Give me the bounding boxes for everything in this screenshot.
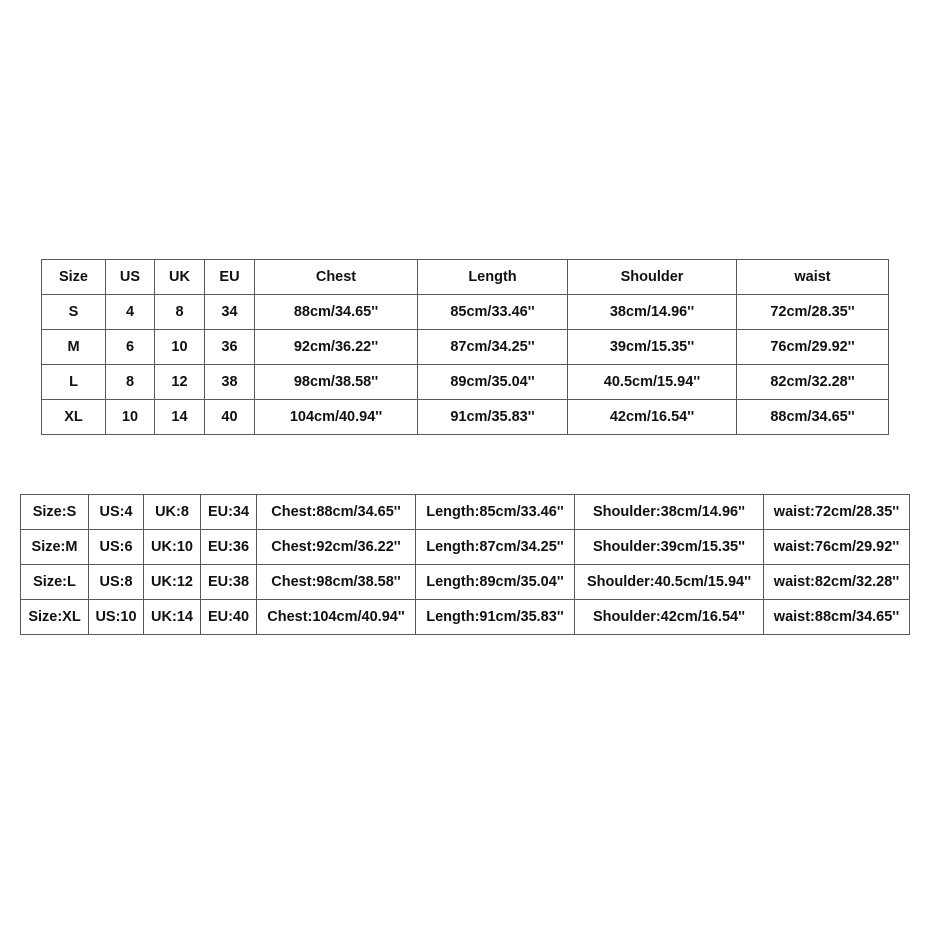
cell-chest: 92cm/36.22'' [255,330,418,365]
cell-waist: waist:76cm/29.92'' [764,530,910,565]
header-shoulder: Shoulder [568,260,737,295]
table-header-row [42,260,889,295]
size-chart-labeled-table [20,494,910,635]
cell-length: Length:89cm/35.04'' [416,565,575,600]
cell-waist: 76cm/29.92'' [737,330,889,365]
cell-us: US:4 [89,495,144,530]
cell-size: Size:XL [21,600,89,635]
cell-us: 8 [106,365,155,400]
header-uk: UK [155,260,205,295]
cell-uk: UK:12 [144,565,201,600]
cell-shoulder: 39cm/15.35'' [568,330,737,365]
cell-us: 6 [106,330,155,365]
cell-uk: 10 [155,330,205,365]
cell-length: 91cm/35.83'' [418,400,568,435]
cell-us: 10 [106,400,155,435]
cell-shoulder: 42cm/16.54'' [568,400,737,435]
header-waist: waist [737,260,889,295]
cell-eu: EU:38 [201,565,257,600]
cell-uk: UK:8 [144,495,201,530]
cell-size: M [42,330,106,365]
cell-us: 4 [106,295,155,330]
size-chart-table [41,259,889,435]
cell-length: 89cm/35.04'' [418,365,568,400]
cell-uk: 8 [155,295,205,330]
table-row [42,330,889,365]
cell-length: 85cm/33.46'' [418,295,568,330]
cell-length: Length:91cm/35.83'' [416,600,575,635]
cell-chest: Chest:98cm/38.58'' [257,565,416,600]
cell-uk: 14 [155,400,205,435]
cell-uk: UK:14 [144,600,201,635]
header-eu: EU [205,260,255,295]
cell-length: Length:85cm/33.46'' [416,495,575,530]
cell-waist: waist:72cm/28.35'' [764,495,910,530]
cell-size: S [42,295,106,330]
cell-eu: 36 [205,330,255,365]
cell-waist: 82cm/32.28'' [737,365,889,400]
table-row [42,295,889,330]
header-size: Size [42,260,106,295]
cell-eu: 40 [205,400,255,435]
cell-uk: 12 [155,365,205,400]
cell-shoulder: Shoulder:42cm/16.54'' [575,600,764,635]
cell-waist: waist:88cm/34.65'' [764,600,910,635]
cell-eu: EU:36 [201,530,257,565]
cell-eu: 34 [205,295,255,330]
cell-eu: EU:40 [201,600,257,635]
cell-shoulder: Shoulder:40.5cm/15.94'' [575,565,764,600]
table-row [21,495,910,530]
cell-size: Size:M [21,530,89,565]
cell-chest: 104cm/40.94'' [255,400,418,435]
cell-shoulder: 40.5cm/15.94'' [568,365,737,400]
cell-chest: Chest:104cm/40.94'' [257,600,416,635]
cell-length: 87cm/34.25'' [418,330,568,365]
header-us: US [106,260,155,295]
cell-size: Size:L [21,565,89,600]
table-row [42,365,889,400]
header-chest: Chest [255,260,418,295]
cell-chest: 88cm/34.65'' [255,295,418,330]
cell-chest: 98cm/38.58'' [255,365,418,400]
cell-shoulder: 38cm/14.96'' [568,295,737,330]
table-row [42,400,889,435]
cell-length: Length:87cm/34.25'' [416,530,575,565]
table-row [21,530,910,565]
cell-size: XL [42,400,106,435]
cell-waist: waist:82cm/32.28'' [764,565,910,600]
header-length: Length [418,260,568,295]
cell-shoulder: Shoulder:39cm/15.35'' [575,530,764,565]
cell-size: Size:S [21,495,89,530]
cell-eu: EU:34 [201,495,257,530]
cell-chest: Chest:88cm/34.65'' [257,495,416,530]
cell-size: L [42,365,106,400]
table-row [21,600,910,635]
cell-waist: 88cm/34.65'' [737,400,889,435]
table-row [21,565,910,600]
cell-us: US:6 [89,530,144,565]
cell-us: US:10 [89,600,144,635]
cell-waist: 72cm/28.35'' [737,295,889,330]
cell-eu: 38 [205,365,255,400]
cell-us: US:8 [89,565,144,600]
cell-uk: UK:10 [144,530,201,565]
cell-chest: Chest:92cm/36.22'' [257,530,416,565]
cell-shoulder: Shoulder:38cm/14.96'' [575,495,764,530]
